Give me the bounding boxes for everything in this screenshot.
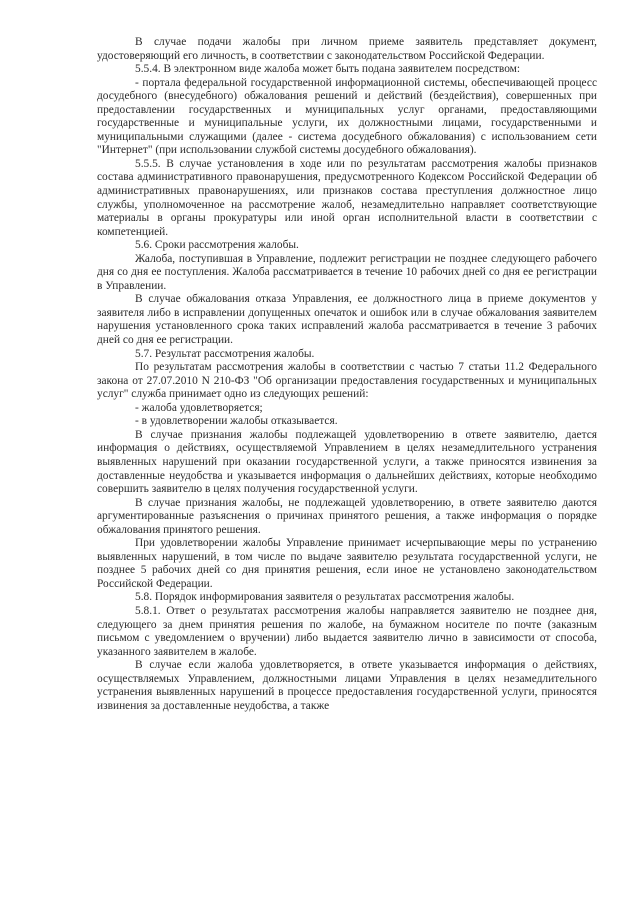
paragraph-refused-response: В случае признания жалобы, не подлежащей удовлетворению, в ответе заявителю даются аргументированные разъяснения о причинах принятого решения, а также информация о порядке обжалования принятого решения. (97, 496, 597, 536)
paragraph-remedy-measures: При удовлетворении жалобы Управление принимает исчерпывающие меры по устранению выявленных нарушений, в том числе по выдаче заявителю результата государственной услуги, не позднее 5 рабочих дней со дня принятия решения, если иное не установлено законодательством Российской Федерации. (97, 537, 597, 590)
list-item-refused: - в удовлетворении жалобы отказывается. (135, 415, 338, 428)
paragraph-refusal-appeal: В случае обжалования отказа Управления, ее должностного лица в приеме документов у заявителя либо в исправлении допущенных опечаток и ошибок или в случае обжалования заявителем нарушения установленного срока таких исправлений жалоба рассматривается в течение 3 рабочих дней со дня ее регистрации. (97, 293, 597, 347)
paragraph-decision: По результатам рассмотрения жалобы в соответствии с частью 7 статьи 11.2 Федерального закона от 27.07.2010 N 210-ФЗ "Об организации предоставления государственных и муниципальных услуг" служба принимает одно из следующих решений: (97, 361, 597, 401)
list-item-satisfied: - жалоба удовлетворяется; (135, 401, 263, 414)
paragraph-personal-submission: В случае подачи жалобы при личном приеме заявитель представляет документ, удостоверяющий его личность, в соответствии с законодательством Российской Федерации. (97, 36, 597, 62)
paragraph-satisfied-response: В случае признания жалобы подлежащей удовлетворению в ответе заявителю, дается информация о действиях, осуществляемой Управлением в целях незамедлительного устранения выявленных нарушений при оказании государственной услуги, а также приносятся извинения за доставленные неудобства и указывается информация о дальнейших действиях, которые необходимо совершить заявителю в целях получения государственной услуги. (97, 428, 597, 496)
paragraph-5-5-4: 5.5.4. В электронном виде жалоба может быть подана заявителем посредством: (135, 63, 521, 76)
paragraph-satisfied-info: В случае если жалоба удовлетворяется, в ответе указывается информация о действиях, осуществляемых Управлением, должностными лицами Управления в целях незамедлительного устранения выявленных нарушений в процессе предоставления государственной услуги, приносятся извинения за доставленные неудобства, а также (97, 659, 597, 712)
heading-5-6: 5.6. Сроки рассмотрения жалобы. (135, 239, 299, 252)
list-item-portal: - портала федеральной государственной информационной системы, обеспечивающей процесс досудебного (внесудебного) обжалования решений и действий (бездействия), совершенных при предоставлении государственных и муниципальных услуг органами, предоставляющими государственные и муниципальные услуги, их должностными лицами, государственными и муниципальными служащими (далее - система досудебного обжалования) с использованием сети "Интернет" (при использовании службой системы досудебного обжалования). (97, 76, 597, 157)
paragraph-5-8-1: 5.8.1. Ответ о результатах рассмотрения жалобы направляется заявителю не позднее дня, следующего за днем принятия решения по жалобе, на бумажном носителе по почте (заказным письмом с уведомлением о вручении) либо выдается заявителю лично в зависимости от способа, указанного заявителем в жалобе. (97, 604, 597, 658)
paragraph-5-5-5: 5.5.5. В случае установления в ходе или по результатам рассмотрения жалобы признаков состава административного правонарушения, предусмотренного Кодексом Российской Федерации об административных правонарушениях, или признаков состава преступления должностное лицо службы, уполномоченное на рассмотрение жалоб, незамедлительно направляет соответствующие материалы в органы прокуратуры или иной орган исполнительной власти в соответствии с компетенцией. (97, 157, 597, 238)
paragraph-registration-terms: Жалоба, поступившая в Управление, подлежит регистрации не позднее следующего рабочего дня со дня ее поступления. Жалоба рассматривается в течение 10 рабочих дней со дня ее регистрации в Управлении. (97, 252, 597, 292)
heading-5-8: 5.8. Порядок информирования заявителя о результатах рассмотрения жалобы. (135, 591, 515, 604)
document-page (97, 36, 597, 713)
heading-5-7: 5.7. Результат рассмотрения жалобы. (135, 347, 315, 360)
